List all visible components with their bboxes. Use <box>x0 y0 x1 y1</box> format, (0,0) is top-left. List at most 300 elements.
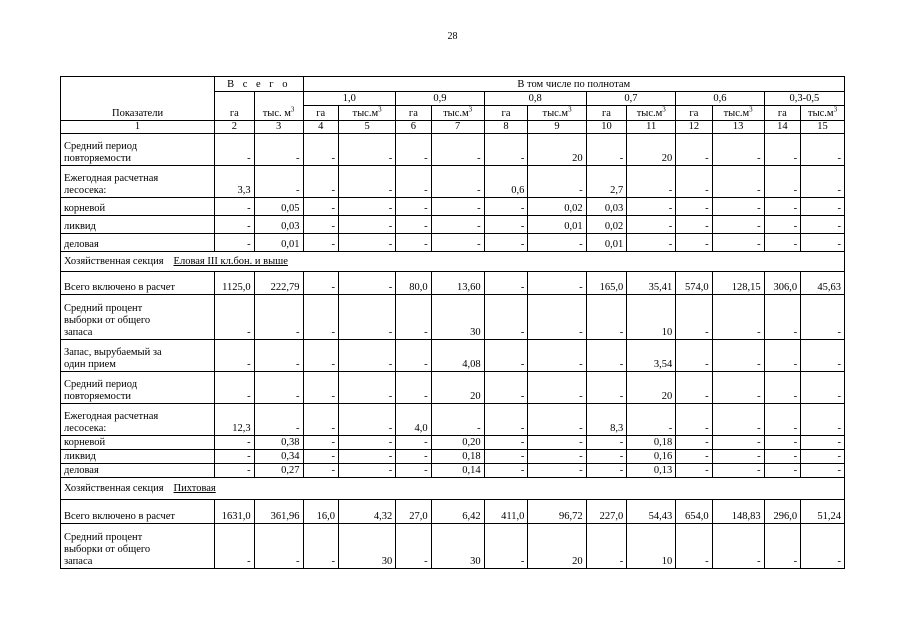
column-number: 11 <box>627 121 676 134</box>
column-number: 9 <box>528 121 586 134</box>
table-cell: - <box>254 340 303 372</box>
header-unit-ha: га <box>586 106 627 121</box>
table-cell: - <box>303 234 338 252</box>
table-cell: 13,60 <box>431 272 484 295</box>
table-cell: - <box>303 436 338 450</box>
header-unit-ha: га <box>764 106 800 121</box>
table-cell: 0,14 <box>431 464 484 478</box>
table-cell: 3,3 <box>215 166 255 198</box>
section-row <box>61 478 845 500</box>
table-cell: 0,34 <box>254 450 303 464</box>
table-cell: 0,13 <box>627 464 676 478</box>
table-cell: - <box>676 340 712 372</box>
table-cell: - <box>676 404 712 436</box>
table-cell: - <box>484 404 528 436</box>
table-cell: - <box>712 198 764 216</box>
table-cell: - <box>528 450 586 464</box>
section-heading <box>61 478 845 500</box>
table-cell: - <box>712 216 764 234</box>
table-cell: - <box>338 450 395 464</box>
table-cell: - <box>801 464 845 478</box>
table-cell: - <box>586 450 627 464</box>
table-cell: - <box>303 524 338 569</box>
section-row <box>61 252 845 272</box>
table-cell: - <box>801 450 845 464</box>
table-cell: - <box>764 404 800 436</box>
table-cell: - <box>764 166 800 198</box>
table-cell: - <box>215 524 255 569</box>
row-label <box>61 524 215 569</box>
table-cell: - <box>303 372 338 404</box>
table-cell: - <box>396 464 431 478</box>
table-cell: 306,0 <box>764 272 800 295</box>
table-cell: 0,01 <box>528 216 586 234</box>
table-cell: - <box>801 340 845 372</box>
table-cell: - <box>254 295 303 340</box>
table-cell: - <box>712 524 764 569</box>
table-cell: - <box>586 134 627 166</box>
table-cell: - <box>431 234 484 252</box>
table-cell: - <box>627 216 676 234</box>
row-label <box>61 464 215 478</box>
table-cell: - <box>801 166 845 198</box>
table-cell: - <box>338 404 395 436</box>
table-cell: 165,0 <box>586 272 627 295</box>
table-cell: - <box>712 134 764 166</box>
row-label-line: Средний период <box>64 379 138 390</box>
table-cell: 20 <box>431 372 484 404</box>
table-cell: - <box>303 134 338 166</box>
table-cell: 0,18 <box>431 450 484 464</box>
table-cell: 8,3 <box>586 404 627 436</box>
column-number: 5 <box>338 121 395 134</box>
table-cell: 30 <box>338 524 395 569</box>
table-cell: - <box>712 404 764 436</box>
table-cell: 361,96 <box>254 500 303 524</box>
table-cell: - <box>303 295 338 340</box>
row-label-line: Средний процент <box>64 532 143 543</box>
table-cell: - <box>396 340 431 372</box>
table-row <box>61 272 845 295</box>
section-label: Хозяйственная секция <box>64 482 164 494</box>
row-label-line: повторяемости <box>64 153 132 164</box>
table-cell: 227,0 <box>586 500 627 524</box>
row-label-line: выборки от общего <box>64 544 151 555</box>
table-cell: 0,01 <box>254 234 303 252</box>
header-density-3: 0,8 <box>484 92 586 106</box>
row-label <box>61 216 215 234</box>
forest-data-table <box>60 76 845 569</box>
table-cell: - <box>586 464 627 478</box>
row-label-line: Всего включено в расчет <box>64 282 176 293</box>
row-label-line: лесосека: <box>64 423 107 434</box>
header-density-4: 0,7 <box>586 92 676 106</box>
table-cell: - <box>338 198 395 216</box>
table-cell: 0,02 <box>586 216 627 234</box>
table-cell: - <box>627 166 676 198</box>
section-heading <box>61 252 845 272</box>
header-unit-ha: га <box>484 106 528 121</box>
table-cell: - <box>484 340 528 372</box>
column-number: 8 <box>484 121 528 134</box>
table-cell: - <box>528 295 586 340</box>
table-cell: - <box>338 436 395 450</box>
table-cell: - <box>627 234 676 252</box>
table-cell: - <box>801 404 845 436</box>
table-cell: - <box>484 524 528 569</box>
table-cell: - <box>484 295 528 340</box>
table-cell: - <box>431 198 484 216</box>
table-cell: - <box>215 134 255 166</box>
table-cell: - <box>396 450 431 464</box>
row-label <box>61 450 215 464</box>
section-value: Еловая III кл.бон. и выше <box>173 255 288 267</box>
table-cell: - <box>338 372 395 404</box>
header-total: В с е г о <box>215 77 303 92</box>
table-cell: - <box>801 198 845 216</box>
table-cell: 411,0 <box>484 500 528 524</box>
table-cell: - <box>215 198 255 216</box>
table-row <box>61 198 845 216</box>
table-row <box>61 436 845 450</box>
table-cell: - <box>801 372 845 404</box>
table-cell: 4,0 <box>396 404 431 436</box>
column-number: 7 <box>431 121 484 134</box>
table-cell: - <box>303 404 338 436</box>
table-row <box>61 500 845 524</box>
table-cell: - <box>712 464 764 478</box>
table-cell: 2,7 <box>586 166 627 198</box>
header-unit-volume: $тыс.м^3$ <box>801 106 845 121</box>
table-cell: - <box>712 450 764 464</box>
table-cell: - <box>396 166 431 198</box>
table-cell: - <box>801 134 845 166</box>
table-cell: - <box>676 166 712 198</box>
table-cell: - <box>764 450 800 464</box>
table-cell: 1631,0 <box>215 500 255 524</box>
table-cell: - <box>215 295 255 340</box>
header-total-ha: га <box>215 92 255 121</box>
row-label-line: ликвид <box>64 221 96 232</box>
table-cell: - <box>764 198 800 216</box>
header-by-density: В том числе по полнотам <box>303 77 844 92</box>
table-cell: - <box>338 134 395 166</box>
table-cell: - <box>676 134 712 166</box>
row-label-line: один прием <box>64 359 116 370</box>
table-cell: 10 <box>627 524 676 569</box>
table-cell: - <box>528 234 586 252</box>
table-cell: 0,01 <box>586 234 627 252</box>
table-cell: - <box>484 198 528 216</box>
table-cell: - <box>484 272 528 295</box>
table-cell: - <box>528 436 586 450</box>
column-number: 14 <box>764 121 800 134</box>
table-cell: 3,54 <box>627 340 676 372</box>
row-label-line: Ежегодная расчетная <box>64 173 159 184</box>
table-cell: - <box>303 464 338 478</box>
table-cell: 51,24 <box>801 500 845 524</box>
table-cell: - <box>215 450 255 464</box>
table-cell: 10 <box>627 295 676 340</box>
table-row <box>61 404 845 436</box>
table-cell: - <box>764 464 800 478</box>
table-cell: 30 <box>431 295 484 340</box>
table-cell: 80,0 <box>396 272 431 295</box>
header-indicators: Показатели <box>61 77 215 121</box>
table-cell: - <box>254 134 303 166</box>
table-cell: 128,15 <box>712 272 764 295</box>
row-label-line: запаса <box>64 556 93 567</box>
row-label <box>61 295 215 340</box>
table-cell: - <box>303 450 338 464</box>
header-unit-volume: $тыс.м^3$ <box>528 106 586 121</box>
table-cell: - <box>764 372 800 404</box>
row-label-line: лесосека: <box>64 185 107 196</box>
table-cell: 20 <box>627 134 676 166</box>
table-cell: 0,03 <box>254 216 303 234</box>
table-cell: 0,03 <box>586 198 627 216</box>
table-row <box>61 464 845 478</box>
column-number: 6 <box>396 121 431 134</box>
column-number: 4 <box>303 121 338 134</box>
table-cell: - <box>712 340 764 372</box>
table-cell: - <box>627 404 676 436</box>
table-cell: - <box>484 464 528 478</box>
row-label <box>61 166 215 198</box>
table-cell: - <box>801 436 845 450</box>
table-cell: - <box>215 216 255 234</box>
table-cell: - <box>712 436 764 450</box>
table-cell: - <box>528 404 586 436</box>
table-row <box>61 216 845 234</box>
table-row <box>61 340 845 372</box>
row-label-line: Средний период <box>64 141 138 152</box>
table-cell: 30 <box>431 524 484 569</box>
table-cell: - <box>338 295 395 340</box>
table-cell: - <box>586 372 627 404</box>
table-cell: - <box>801 524 845 569</box>
table-cell: 1125,0 <box>215 272 255 295</box>
header-density-6: 0,3-0,5 <box>764 92 844 106</box>
table-cell: - <box>801 234 845 252</box>
table-cell: 0,6 <box>484 166 528 198</box>
table-cell: - <box>528 166 586 198</box>
table-cell: - <box>254 166 303 198</box>
table-cell: - <box>254 524 303 569</box>
table-cell: - <box>396 524 431 569</box>
row-label-line: ликвид <box>64 451 96 462</box>
table-cell: - <box>484 134 528 166</box>
table-cell: - <box>712 166 764 198</box>
table-cell: 0,18 <box>627 436 676 450</box>
table-cell: 20 <box>528 524 586 569</box>
table-cell: - <box>484 216 528 234</box>
header-unit-ha: га <box>396 106 431 121</box>
table-cell: - <box>338 272 395 295</box>
row-label <box>61 372 215 404</box>
table-cell: - <box>396 436 431 450</box>
page-number: 28 <box>447 31 458 42</box>
header-density-2: 0,9 <box>396 92 484 106</box>
section-label: Хозяйственная секция <box>64 255 164 267</box>
table-cell: - <box>396 134 431 166</box>
table-cell: - <box>431 166 484 198</box>
table-cell: - <box>528 272 586 295</box>
table-cell: - <box>254 404 303 436</box>
table-cell: 654,0 <box>676 500 712 524</box>
row-label-line: Всего включено в расчет <box>64 511 176 522</box>
table-cell: - <box>712 234 764 252</box>
row-label-line: корневой <box>64 203 106 214</box>
table-cell: - <box>303 216 338 234</box>
table-cell: - <box>396 234 431 252</box>
header-unit-volume: $тыс.м^3$ <box>431 106 484 121</box>
row-label-line: запаса <box>64 327 93 338</box>
table-cell: - <box>586 524 627 569</box>
table-cell: 16,0 <box>303 500 338 524</box>
table-cell: - <box>764 524 800 569</box>
table-cell: 35,41 <box>627 272 676 295</box>
table-cell: - <box>215 436 255 450</box>
row-label <box>61 500 215 524</box>
table-cell: - <box>676 234 712 252</box>
table-cell: 6,42 <box>431 500 484 524</box>
table-cell: - <box>338 464 395 478</box>
table-cell: - <box>396 295 431 340</box>
row-label <box>61 134 215 166</box>
table-cell: 27,0 <box>396 500 431 524</box>
table-cell: - <box>528 464 586 478</box>
row-label <box>61 234 215 252</box>
table-row <box>61 166 845 198</box>
row-label-line: Средний процент <box>64 303 143 314</box>
table-cell: - <box>254 372 303 404</box>
table-cell: - <box>801 216 845 234</box>
table-cell: - <box>676 372 712 404</box>
table-cell: - <box>676 464 712 478</box>
table-cell: - <box>528 340 586 372</box>
header-unit-ha: га <box>303 106 338 121</box>
table-cell: - <box>676 216 712 234</box>
column-number: 10 <box>586 121 627 134</box>
table-cell: 0,02 <box>528 198 586 216</box>
table-cell: - <box>484 372 528 404</box>
table-row <box>61 134 845 166</box>
table-cell: - <box>396 198 431 216</box>
column-number: 2 <box>215 121 255 134</box>
column-number: 3 <box>254 121 303 134</box>
table-cell: - <box>431 404 484 436</box>
table-cell: - <box>396 372 431 404</box>
table-cell: - <box>484 436 528 450</box>
table-cell: - <box>431 216 484 234</box>
row-label <box>61 198 215 216</box>
row-label-line: деловая <box>64 239 99 250</box>
table-cell: 148,83 <box>712 500 764 524</box>
column-number: 13 <box>712 121 764 134</box>
header-total-volume: тыс. $м^3$ <box>254 92 303 121</box>
header-density-1: 1,0 <box>303 92 396 106</box>
table-cell: - <box>627 198 676 216</box>
column-number: 1 <box>61 121 215 134</box>
table-cell: - <box>712 372 764 404</box>
table-cell: - <box>396 216 431 234</box>
header-unit-ha: га <box>676 106 712 121</box>
header-unit-volume: $тыс.м^3$ <box>712 106 764 121</box>
column-number: 12 <box>676 121 712 134</box>
table-cell: 54,43 <box>627 500 676 524</box>
table-cell: - <box>764 295 800 340</box>
table-cell: - <box>676 198 712 216</box>
row-label-line: деловая <box>64 465 99 476</box>
table-cell: - <box>303 340 338 372</box>
table-cell: - <box>676 524 712 569</box>
row-label <box>61 272 215 295</box>
row-label-line: корневой <box>64 437 106 448</box>
table-cell: - <box>676 450 712 464</box>
table-cell: - <box>764 134 800 166</box>
row-label-line: повторяемости <box>64 391 132 402</box>
table-cell: - <box>764 436 800 450</box>
table-cell: - <box>303 198 338 216</box>
table-cell: - <box>215 372 255 404</box>
row-label <box>61 436 215 450</box>
header-unit-volume: $тыс.м^3$ <box>338 106 395 121</box>
table-cell: 0,27 <box>254 464 303 478</box>
table-cell: 4,08 <box>431 340 484 372</box>
row-label <box>61 340 215 372</box>
table-cell: 0,38 <box>254 436 303 450</box>
table-row <box>61 524 845 569</box>
table-cell: - <box>484 234 528 252</box>
table-row <box>61 450 845 464</box>
table-cell: 574,0 <box>676 272 712 295</box>
table-cell: - <box>338 216 395 234</box>
table-cell: 4,32 <box>338 500 395 524</box>
table-row <box>61 234 845 252</box>
table-cell: 20 <box>627 372 676 404</box>
table-cell: - <box>586 436 627 450</box>
table-cell: 12,3 <box>215 404 255 436</box>
table-cell: 222,79 <box>254 272 303 295</box>
table-cell: - <box>431 134 484 166</box>
header-unit-volume: $тыс.м^3$ <box>627 106 676 121</box>
table-cell: 96,72 <box>528 500 586 524</box>
table-cell: - <box>215 340 255 372</box>
table-cell: - <box>764 234 800 252</box>
header-density-5: 0,6 <box>676 92 764 106</box>
table-cell: - <box>801 295 845 340</box>
table-cell: - <box>676 436 712 450</box>
table-cell: 0,20 <box>431 436 484 450</box>
table-cell: 45,63 <box>801 272 845 295</box>
row-label-line: Ежегодная расчетная <box>64 411 159 422</box>
row-label-line: выборки от общего <box>64 315 151 326</box>
table-cell: - <box>215 464 255 478</box>
table-cell: - <box>215 234 255 252</box>
table-row <box>61 295 845 340</box>
table-cell: 296,0 <box>764 500 800 524</box>
section-value: Пихтовая <box>173 482 216 494</box>
row-label-line: Запас, вырубаемый за <box>64 347 162 358</box>
table-cell: - <box>676 295 712 340</box>
table-cell: - <box>712 295 764 340</box>
table-cell: - <box>484 450 528 464</box>
table-cell: - <box>764 216 800 234</box>
row-label <box>61 404 215 436</box>
table-row <box>61 372 845 404</box>
table-cell: - <box>303 166 338 198</box>
